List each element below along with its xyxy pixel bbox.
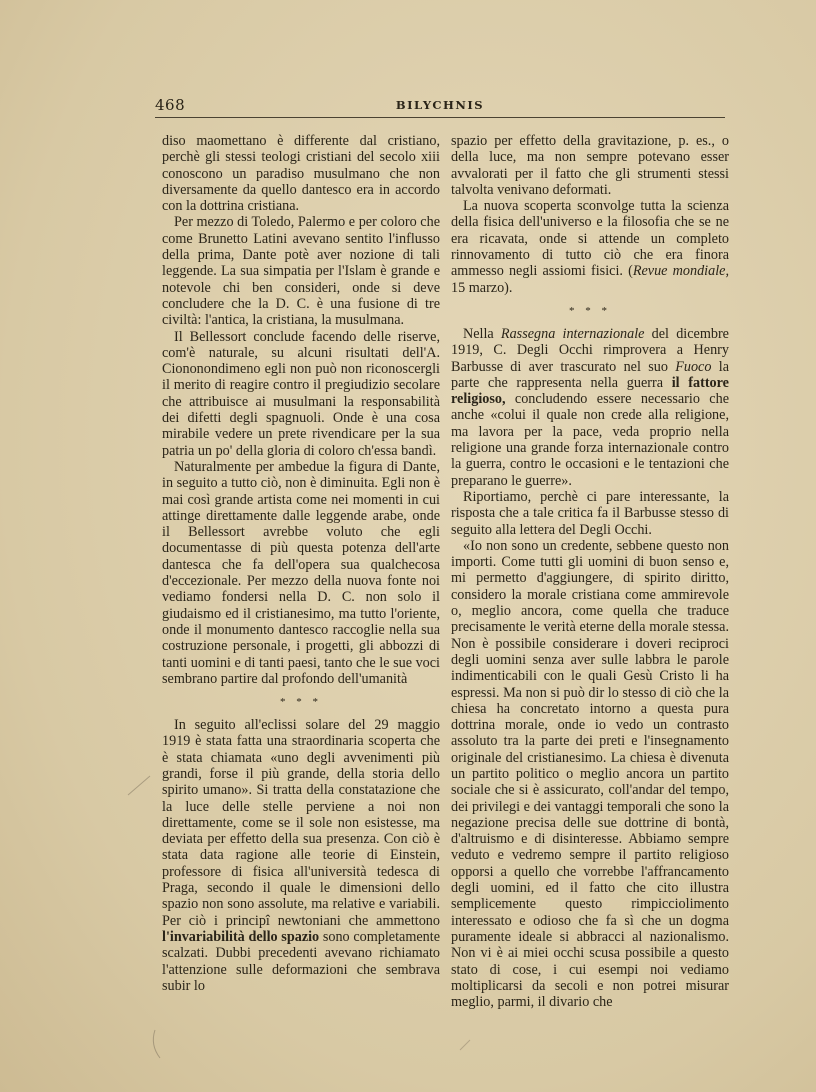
text-run: sono completamente scalzati. Dubbi precedenti avevano richiamato l'attenzione sulle deformazioni che sembrava subir lo [162, 928, 440, 994]
italic-title: Fuoco [675, 358, 712, 375]
right-paragraph-1: spazio per effetto della gravitazione, p. es., o della luce, ma non sempre potevano esser avvalorati per il fatto che gli strumenti stessi talvolta venivano deformati. [451, 133, 729, 198]
text-run: del dicembre 1919, C. Degli Occhi rimprovera a Henry Barbusse di aver trascurato nel suo [451, 325, 729, 375]
section-separator: * * * [569, 304, 611, 317]
right-paragraph-2 [451, 198, 729, 296]
italic-title: Rassegna internazionale [500, 325, 645, 342]
pencil-stroke-mark [460, 1040, 470, 1050]
left-paragraph-5 [162, 717, 440, 994]
right-column [451, 133, 729, 1010]
header-rule [155, 117, 725, 118]
left-paragraph-2: Per mezzo di Toledo, Palermo e per coloro che come Brunetto Latini avevano sentito l'influsso della prima, Dante potè aver nozione di tali leggende. La sua simpatia per l'Islam è grande e notevole chi ben consideri, onde si deve concludere che la D. C. è una fusione di tre civiltà: l'antica, la cristiana, la musulmana. [162, 214, 440, 329]
left-paragraph-1: diso maomettano è differente dal cristiano, perchè gli stessi teologi cristiani del secolo xiii conoscono un paradiso musulmano che non diversamente da quello dantesco era in accordo con la dottrina cristiana. [162, 133, 440, 215]
right-paragraph-4: Riportiamo, perchè ci pare interessante, la risposta che a tale critica fa il Barbusse stesso di seguito alla lettera del Degli Occhi. [451, 488, 729, 538]
page-number: 468 [155, 96, 186, 114]
right-paragraph-5: «Io non sono un credente, sebbene questo non importi. Come tutti gli uomini di buon senso e, mi permetto d'aggiungere, di spirito diritto, considero la morale cristiana come ammirevole o, meglio ancora, come quella che traduce precisamente le verità eterne della morale stessa. Non è possibile considerare i doveri reciproci degli uomini senza aver sulle labbra le parole indimenticabili con le quali Gesù Cristo li ha espressi. Ma non si può dir lo stesso di ciò che la chiesa ha concretato intorno a questa pura dottrina morale, onde io vedo un contrasto assoluto tra la parte dei preti e l'insegnamento originale del cristianesimo. La chiesa è divenuta un partito politico o meglio ancora un partito sociale che si è assicurato, coll'andar del tempo, dei privilegi e dei vantaggi temporali che sono la negazione precisa delle sue dottrine di bontà, d'altruismo e di disinteresse. Abbiamo sempre veduto e vedremo sempre il partito religioso opporsi a quello che vorrebbe l'affrancamento degli uomini, ed il fatto che cito illustra semplicemente questo rimpicciolimento interessato e odioso che fa sì che un dogma puramente ideale si abbracci al nazionalismo. Non vi è ai miei occhi scusa possibile a questo stato di cose, i cui esempi noi vediamo moltiplicarsi da secoli e non potrei misurar meglio, parmi, il divario che [451, 537, 729, 1011]
left-paragraph-3: Il Bellessort conclude facendo delle riserve, com'è naturale, su alcuni risultati dell'A. Ciononondimeno egli non può non riconoscergli il merito di reagire contro il pregiudizio secolare che attribuisce ai musulmani la responsabilità dei difetti degli spagnuoli. Onde è una cosa mirabile vedere un prete rivendicare per la sua patria un po' della gloria di coloro ch'essa bandì. [162, 328, 440, 459]
text-run: La nuova scoperta sconvolge tutta la scienza della fisica dell'universo e la filosofia che se ne era ricavata, onde si attende un completo rinnovamento di tutto ciò che era finora ammesso negli assiomi fisici. ( [451, 198, 729, 280]
text-run: In seguito all'eclissi solare del 29 maggio 1919 è stata fatta una straordinaria scoperta che è stata chiamata «uno degli avvenimenti più grandi, forse il più grande, della storia dello spirito umano». Si tratta della constatazione che la luce delle stelle perviene a noi non direttamente, come se il sole non esistesse, ma deviata per effetto della sua presenza. Con ciò è stata data ragione alle teorie di Einstein, professore di fisica all'università tedesca di Praga, secondo il quale le dimensioni dello spazio non sono assolute, ma relative e variabili. Per ciò i principî newtoniani che ammettono [162, 717, 440, 929]
running-title: BILYCHNIS [395, 98, 485, 112]
text-run: 15 marzo). [451, 279, 513, 296]
left-paragraph-4: Naturalmente per ambedue la figura di Dante, in seguito a tutto ciò, non è diminuita. Egli non è mai così grande artista come nei momenti in cui attinge direttamente dalle leggende arabe, onde il Bellessort avrebbe voluto che egli documentasse di più questa potenza dell'arte dantesca che fa dell'opera sua qualchecosa d'eccezionale. Per mezzo della nuova fonte noi vediamo fondersi nella D. C. non solo il giudaismo ed il cristianesimo, ma tutto l'oriente, onde il monumento dantesco raccoglie nella sua costruzione personale, i progetti, gli abbozzi di tanti uomini e di tanti paesi, tanto che le sue voci sembrano partire dal profondo dell'umanità [162, 458, 440, 687]
italic-title: Revue mondiale, [632, 263, 729, 280]
pencil-curve-mark [153, 1030, 160, 1058]
right-paragraph-3 [451, 326, 729, 489]
text-run: Nella [463, 325, 501, 342]
section-separator: * * * [280, 696, 322, 709]
page-header [155, 96, 725, 116]
text-run: concludendo essere necessario che anche «colui il quale non crede alla religione, ma lavora per la pace, veda proprio nella religione una grande forza internazionale contro la guerra, contro le occasioni e le tentazioni che preparano le guerre». [451, 391, 729, 489]
pencil-tick-mark [128, 776, 150, 795]
text-run: la parte che rappresenta nella guerra [451, 358, 729, 391]
bold-phrase: l'invariabilità dello spazio [162, 928, 320, 945]
bold-phrase: il fattore religioso, [451, 374, 729, 408]
left-column [162, 133, 440, 994]
